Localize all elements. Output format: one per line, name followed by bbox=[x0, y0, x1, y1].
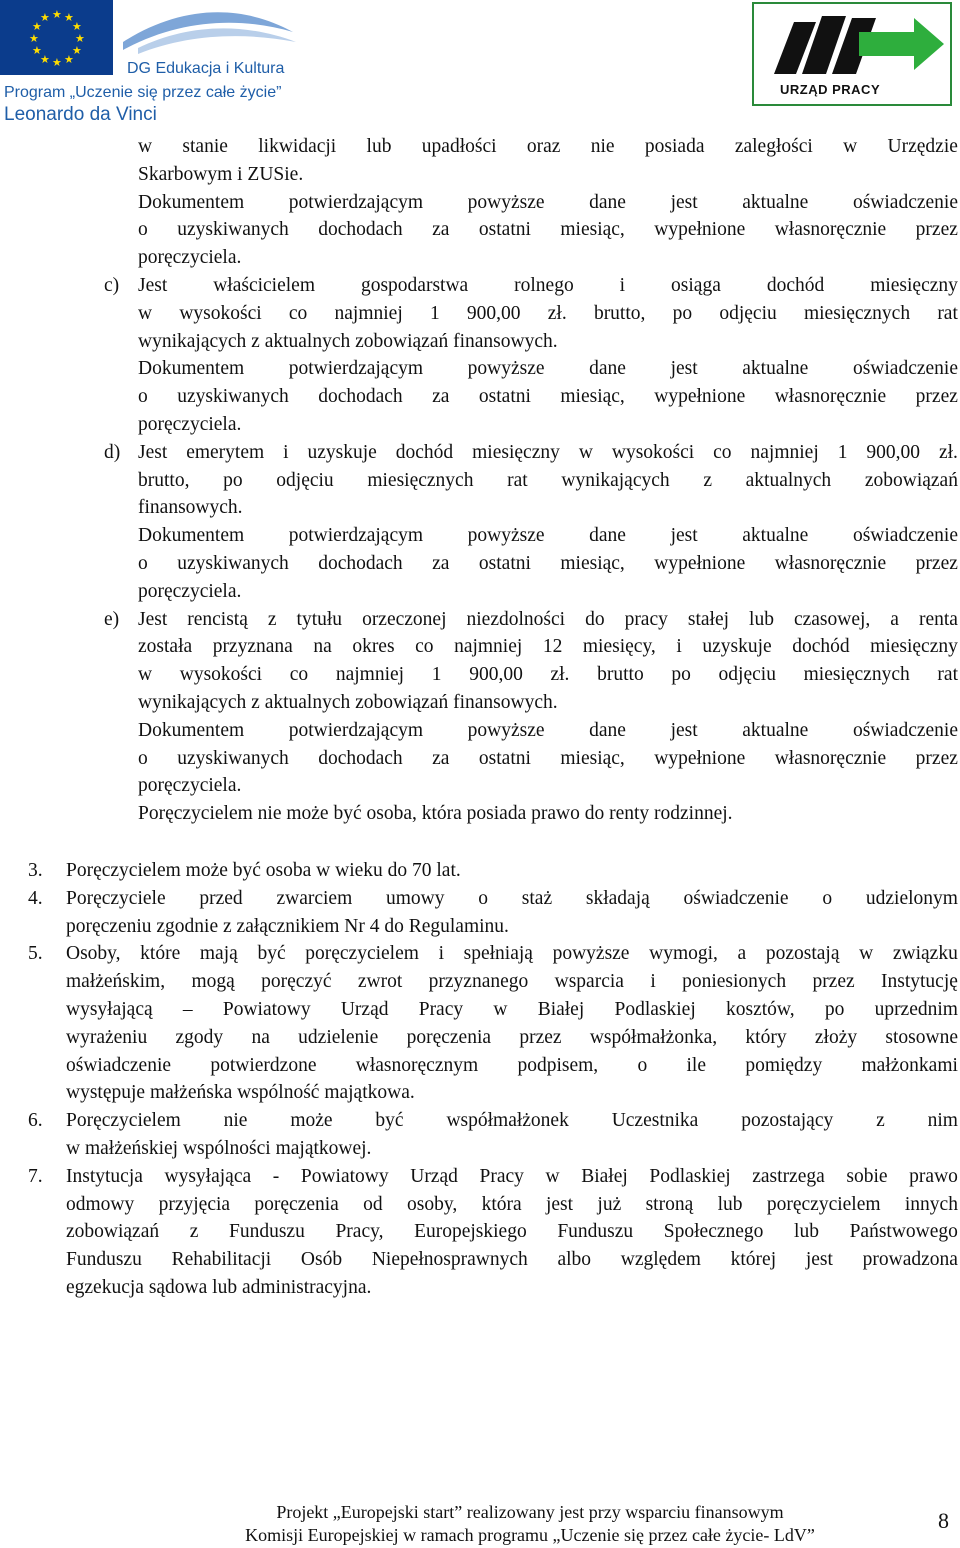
text-line: poręczeniu zgodnie z załącznikiem Nr 4 do Regulaminu. bbox=[66, 915, 509, 937]
text-line: zobowiązań z Funduszu Pracy, Europejskiego Funduszu Społecznego lub Państwowego bbox=[66, 1221, 958, 1243]
urzad-pracy-logo bbox=[752, 2, 952, 106]
text-line: Skarbowym i ZUSie. bbox=[138, 163, 304, 185]
svg-text:★: ★ bbox=[40, 53, 50, 66]
text-line: Osoby, które mają być poręczycielem i spełniają powyższe wymogi, a pozostają w związku bbox=[66, 943, 958, 965]
text-line: wysyłającą – Powiatowy Urząd Pracy w Białej Podlaskiej kosztów, po uprzednim bbox=[66, 999, 958, 1020]
footer-line-1: Projekt „Europejski start” realizowany jest przy wsparciu finansowym bbox=[276, 1502, 784, 1522]
list-marker: e) bbox=[104, 608, 120, 630]
list-marker: 3. bbox=[28, 860, 43, 881]
svg-text:★: ★ bbox=[72, 44, 82, 57]
urzad-pracy-emblem-icon bbox=[754, 4, 950, 80]
svg-text:★: ★ bbox=[72, 20, 82, 33]
eu-logo-line3: Leonardo da Vinci bbox=[4, 104, 157, 125]
text-line: Dokumentem potwierdzającym powyższe dane jest aktualne oświadczenie bbox=[138, 525, 958, 547]
text-line: Dokumentem potwierdzającym powyższe dane jest aktualne oświadczenie bbox=[138, 358, 958, 380]
eu-logo-line2: Program „Uczenie się przez całe życie” bbox=[4, 84, 282, 101]
text-line: wyrażeniu zgody na udzielenie poręczenia przez współmałżonka, który złoży stosowne bbox=[66, 1026, 958, 1048]
footer-line-2: Komisji Europejskiej w ramach programu „Uczenie się przez całe życie- LdV” bbox=[245, 1525, 815, 1545]
text-line: oświadczenie potwierdzone własnoręcznym podpisem, o ile pomiędzy małżonkami bbox=[66, 1054, 958, 1076]
text-line: Jest rencistą z tytułu orzeczonej niezdolności do pracy stałej lub czasowej, a renta bbox=[138, 608, 958, 630]
text-line: Poręczycielem nie może być osoba, która posiada prawo do renty rodzinnej. bbox=[138, 803, 733, 825]
list-marker: 7. bbox=[28, 1165, 43, 1187]
text-line: w wysokości co najmniej 1 900,00 zł. brutto, po odjęciu miesięcznych rat bbox=[138, 302, 958, 324]
text-line: Jest emerytem i uzyskuje dochód miesięczny w wysokości co najmniej 1 900,00 zł. bbox=[138, 441, 958, 463]
text-line: występuje małżeńska wspólność majątkowa. bbox=[66, 1082, 415, 1104]
text-line: o uzyskiwanych dochodach za ostatni miesiąc, wypełnione własnoręcznie przez bbox=[138, 386, 958, 408]
text-line: egzekucja sądowa lub administracyjna. bbox=[66, 1277, 372, 1298]
text-line: została przyznana na okres co najmniej 12 miesięcy, i uzyskuje dochód miesięczny bbox=[138, 636, 958, 658]
eu-program-logo bbox=[0, 0, 300, 128]
text-line: Poręczycielem nie może być współmałżonek Uczestnika pozostający z nim bbox=[66, 1110, 958, 1132]
svg-text:★: ★ bbox=[52, 56, 62, 69]
text-line: poręczyciela. bbox=[138, 247, 242, 269]
text-line: poręczyciela. bbox=[138, 775, 242, 797]
text-line: Dokumentem potwierdzającym powyższe dane jest aktualne oświadczenie bbox=[138, 191, 958, 213]
text-line: poręczyciela. bbox=[138, 580, 242, 602]
text-line: Instytucja wysyłająca - Powiatowy Urząd Pracy w Białej Podlaskiej zastrzega sobie prawo bbox=[66, 1165, 958, 1187]
text-line: brutto, po odjęciu miesięcznych rat wynikających z aktualnych zobowiązań bbox=[138, 469, 958, 491]
text-line: finansowych. bbox=[138, 497, 243, 519]
text-line: odmowy przyjęcia poręczenia od osoby, która jest już stroną lub poręczycielem innych bbox=[66, 1193, 958, 1215]
text-line: w wysokości co najmniej 1 900,00 zł. brutto po odjęciu miesięcznych rat bbox=[138, 664, 958, 686]
text-line: o uzyskiwanych dochodach za ostatni miesiąc, wypełnione własnoręcznie przez bbox=[138, 747, 958, 769]
svg-text:★: ★ bbox=[29, 32, 39, 45]
list-marker: c) bbox=[104, 275, 120, 296]
text-line: o uzyskiwanych dochodach za ostatni miesiąc, wypełnione własnoręcznie przez bbox=[138, 553, 958, 574]
text-line: wynikających z aktualnych zobowiązań finansowych. bbox=[138, 330, 558, 352]
text-line: Jest właścicielem gospodarstwa rolnego i osiąga dochód miesięczny bbox=[138, 275, 958, 296]
urzad-pracy-label: URZĄD PRACY bbox=[780, 82, 881, 97]
svg-text:★: ★ bbox=[52, 8, 62, 21]
list-marker: 5. bbox=[28, 943, 43, 965]
text-line: w stanie likwidacji lub upadłości oraz nie posiada zaległości w Urzędzie bbox=[138, 136, 958, 157]
list-marker: d) bbox=[104, 441, 121, 463]
page-number: 8 bbox=[938, 1508, 949, 1533]
text-line: o uzyskiwanych dochodach za ostatni miesiąc, wypełnione własnoręcznie przez bbox=[138, 219, 958, 241]
svg-text:★: ★ bbox=[75, 32, 85, 45]
text-line: w małżeńskiej wspólności majątkowej. bbox=[66, 1138, 372, 1159]
text-line: wynikających z aktualnych zobowiązań finansowych. bbox=[138, 692, 558, 713]
text-line: Poręczycielem może być osoba w wieku do 70 lat. bbox=[66, 860, 461, 881]
eu-flag-icon bbox=[0, 0, 113, 75]
svg-text:★: ★ bbox=[40, 11, 50, 24]
svg-text:★: ★ bbox=[64, 53, 74, 66]
swoosh-icon bbox=[118, 2, 298, 62]
text-line: Funduszu Rehabilitacji Osób Niepełnosprawnych albo względem której jest prowadzona bbox=[66, 1249, 958, 1271]
svg-text:★: ★ bbox=[32, 20, 42, 33]
svg-text:★: ★ bbox=[32, 44, 42, 57]
text-line: poręczyciela. bbox=[138, 414, 242, 435]
text-line: Dokumentem potwierdzającym powyższe dane jest aktualne oświadczenie bbox=[138, 719, 958, 741]
list-marker: 6. bbox=[28, 1110, 43, 1132]
text-line: małżeńskim, mogą poręczyć zwrot przyznanego wsparcia i poniesionych przez Instytucję bbox=[66, 971, 958, 993]
svg-text:★: ★ bbox=[64, 11, 74, 24]
list-marker: 4. bbox=[28, 887, 43, 909]
text-line: Poręczyciele przed zwarciem umowy o staż składają oświadczenie o udzielonym bbox=[66, 887, 958, 909]
eu-logo-line1: DG Edukacja i Kultura bbox=[127, 60, 285, 77]
